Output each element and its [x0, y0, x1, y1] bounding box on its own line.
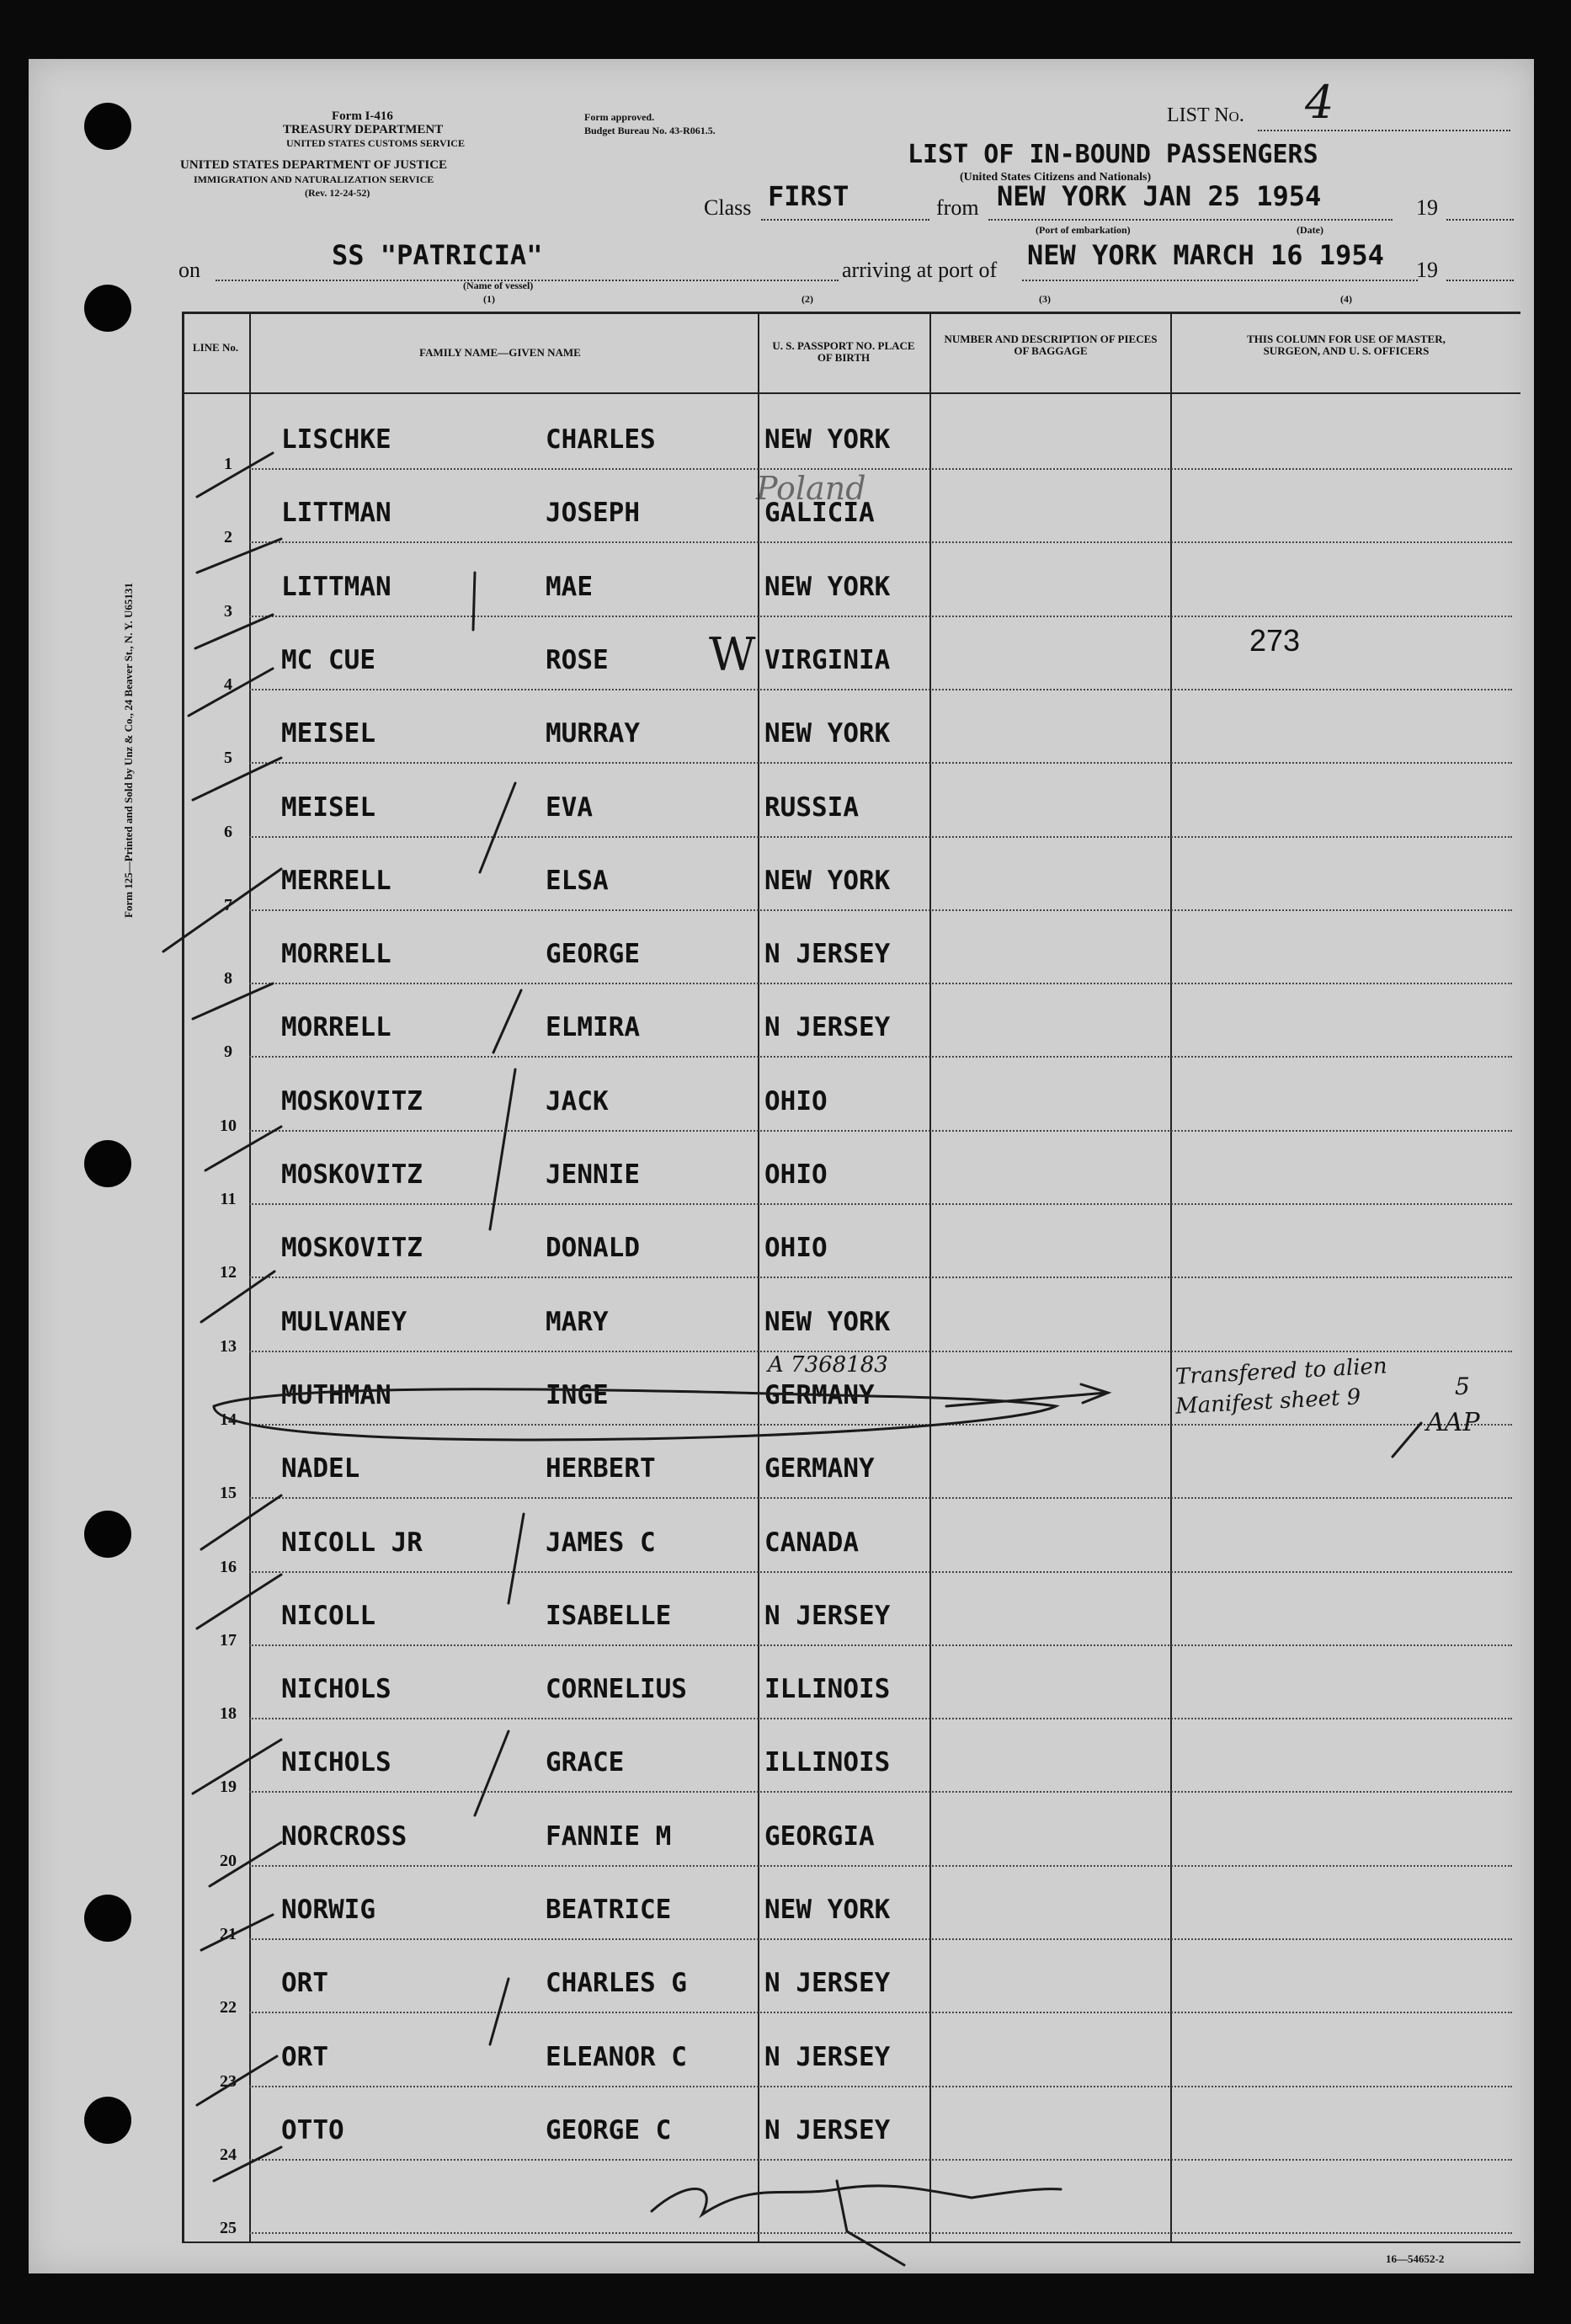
place-of-birth: N JERSEY	[764, 2041, 891, 2072]
officer-number: 273	[1249, 623, 1301, 658]
given-name: GRACE	[546, 1747, 625, 1778]
place-of-birth: GEORGIA	[764, 1820, 875, 1852]
given-name: JOSEPH	[546, 498, 640, 529]
vessel-name: SS "PATRICIA"	[332, 239, 543, 271]
page-title: LIST OF IN-BOUND PASSENGERS	[908, 140, 1318, 169]
check-mark	[193, 1740, 281, 1794]
check-mark	[197, 453, 273, 497]
check-mark	[201, 1495, 281, 1549]
check-mark	[195, 615, 273, 648]
line-number: 24	[220, 2145, 237, 2164]
stroke-mark	[480, 783, 515, 872]
annotation-w-mark: W	[709, 628, 756, 681]
stroke-mark	[493, 990, 521, 1053]
from-label: from	[936, 195, 979, 220]
place-of-birth: OHIO	[764, 1233, 828, 1264]
given-name: MAE	[546, 571, 593, 602]
family-name: NORCROSS	[281, 1820, 407, 1852]
given-name: ROSE	[546, 644, 609, 675]
col-header-officers: THIS COLUMN FOR USE OF MASTER, SURGEON, AND U. S. OFFICERS	[1247, 333, 1446, 357]
given-name: ELSA	[546, 865, 609, 896]
line-number: 8	[224, 969, 232, 989]
family-name: MULVANEY	[281, 1306, 407, 1337]
transferred-note-line1: Transfered to alien	[1174, 1353, 1388, 1390]
line-number: 6	[224, 822, 232, 841]
vessel-label: (Name of vessel)	[463, 280, 534, 291]
family-name: MORRELL	[281, 939, 391, 970]
place-of-birth: ILLINOIS	[764, 1747, 891, 1778]
given-name: JENNIE	[546, 1159, 640, 1190]
line-number: 18	[220, 1704, 237, 1724]
class-label: Class	[704, 195, 752, 220]
family-name: MOSKOVITZ	[281, 1233, 423, 1264]
line-number: 13	[220, 1336, 237, 1356]
place-of-birth: GALICIA	[764, 498, 875, 529]
col-header-baggage: NUMBER AND DESCRIPTION OF PIECES OF BAGGAGE	[944, 333, 1158, 357]
given-name: INGE	[546, 1379, 609, 1410]
line-number: 10	[220, 1116, 237, 1135]
family-name: MUTHMAN	[281, 1379, 391, 1410]
given-name: HERBERT	[546, 1453, 656, 1484]
arriving-label: arriving at port of	[842, 258, 998, 282]
line-number: 20	[220, 1851, 237, 1870]
family-name: NADEL	[281, 1453, 360, 1484]
family-name: MEISEL	[281, 718, 375, 749]
family-name: NICOLL JR	[281, 1527, 423, 1558]
given-name: JACK	[546, 1085, 609, 1117]
family-name: NICOLL	[281, 1600, 375, 1631]
line-number: 9	[224, 1042, 232, 1062]
given-name: GEORGE C	[546, 2114, 672, 2145]
check-mark	[214, 2147, 281, 2181]
line-number: 5	[224, 749, 232, 768]
family-name: LITTMAN	[281, 571, 391, 602]
place-of-birth: NEW YORK	[764, 424, 891, 455]
family-name: MERRELL	[281, 865, 391, 896]
place-of-birth: GERMANY	[764, 1379, 875, 1410]
line-number: 25	[220, 2219, 237, 2238]
place-of-birth: CANADA	[764, 1527, 859, 1558]
place-of-birth: OHIO	[764, 1085, 828, 1117]
place-of-birth: N JERSEY	[764, 939, 891, 970]
place-of-birth: ILLINOIS	[764, 1674, 891, 1705]
stroke-mark	[490, 1979, 509, 2044]
family-name: LISCHKE	[281, 424, 391, 455]
form-number: Form I-416	[332, 109, 393, 123]
date-label: (Date)	[1297, 224, 1323, 236]
line-number: 12	[220, 1263, 237, 1282]
given-name: ISABELLE	[546, 1600, 672, 1631]
side-printer-text: Form 125—Printed and Sold by Unz & Co., 24 Beaver St., N. Y. U65131	[122, 583, 135, 918]
footer-code: 16—54652-2	[1386, 2252, 1445, 2265]
officer-initials: AAP	[1426, 1408, 1480, 1437]
line-number: 14	[220, 1410, 237, 1429]
check-mark	[197, 1575, 281, 1628]
initials-slash	[1393, 1423, 1421, 1457]
place-of-birth: NEW YORK	[764, 865, 891, 896]
line-number: 3	[224, 601, 232, 621]
stroke-mark	[509, 1514, 524, 1603]
from-value: NEW YORK JAN 25 1954	[997, 180, 1322, 212]
form-approved: Form approved.	[584, 111, 655, 123]
place-of-birth: NEW YORK	[764, 718, 891, 749]
family-name: NORWIG	[281, 1895, 375, 1925]
place-of-birth: NEW YORK	[764, 1895, 891, 1925]
col-4-marker: (4)	[1340, 293, 1352, 305]
given-name: GEORGE	[546, 939, 640, 970]
customs-service: UNITED STATES CUSTOMS SERVICE	[286, 137, 465, 149]
place-of-birth: N JERSEY	[764, 1968, 891, 1999]
family-name: MC CUE	[281, 644, 375, 675]
stroke-mark	[475, 1731, 509, 1815]
given-name: DONALD	[546, 1233, 640, 1264]
family-name: ORT	[281, 1968, 328, 1999]
family-name: OTTO	[281, 2114, 344, 2145]
given-name: MARY	[546, 1306, 609, 1337]
on-label: on	[178, 258, 200, 282]
place-of-birth: RUSSIA	[764, 792, 859, 823]
col-header-passport: U. S. PASSPORT NO. PLACE OF BIRTH	[772, 339, 915, 364]
line-number: 22	[220, 1998, 237, 2018]
check-mark	[197, 539, 281, 573]
col-3-marker: (3)	[1039, 293, 1051, 305]
given-name: ELMIRA	[546, 1012, 640, 1043]
passport-number: A 7368183	[768, 1352, 888, 1378]
arriving-value: NEW YORK MARCH 16 1954	[1027, 239, 1384, 271]
family-name: LITTMAN	[281, 498, 391, 529]
place-of-birth: N JERSEY	[764, 2114, 891, 2145]
line-number: 1	[224, 455, 232, 473]
check-mark	[201, 1271, 274, 1322]
check-mark	[201, 1915, 273, 1950]
budget-bureau: Budget Bureau No. 43-R061.5.	[584, 125, 716, 136]
stroke-mark	[490, 1069, 515, 1229]
list-no-value: 4	[1305, 76, 1334, 129]
given-name: CHARLES G	[546, 1968, 687, 1999]
place-of-birth: VIRGINIA	[764, 644, 891, 675]
transferred-note-line2: Manifest sheet 9	[1174, 1384, 1362, 1420]
check-mark	[197, 2056, 277, 2105]
family-name: MEISEL	[281, 792, 375, 823]
ins-label: IMMIGRATION AND NATURALIZATION SERVICE	[194, 173, 434, 185]
line-number: 4	[224, 674, 232, 694]
transferred-sheet-mark: 5	[1455, 1373, 1470, 1400]
handwritten-marks	[29, 59, 1534, 2273]
family-name: NICHOLS	[281, 1747, 391, 1778]
check-mark	[163, 869, 281, 951]
year-suffix-2: 19	[1416, 258, 1438, 282]
stroke-mark	[473, 573, 475, 630]
place-of-birth: GERMANY	[764, 1453, 875, 1484]
check-mark	[210, 1842, 281, 1886]
revision-label: (Rev. 12-24-52)	[305, 187, 370, 199]
given-name: BEATRICE	[546, 1895, 672, 1925]
line-number: 16	[220, 1557, 237, 1576]
list-no-label: LIST No.	[1167, 104, 1244, 126]
line-number: 21	[220, 1925, 237, 1943]
place-of-birth: N JERSEY	[764, 1012, 891, 1043]
given-name: CHARLES	[546, 424, 656, 455]
page-subtitle: (United States Citizens and Nationals)	[960, 171, 1152, 184]
place-of-birth: N JERSEY	[764, 1600, 891, 1631]
check-mark	[193, 758, 281, 800]
line-number: 17	[220, 1630, 237, 1650]
place-of-birth: NEW YORK	[764, 571, 891, 602]
family-name: MORRELL	[281, 1012, 391, 1043]
port-embark-label: (Port of embarkation)	[1036, 224, 1131, 236]
check-mark	[189, 669, 273, 716]
strike-loop	[214, 1389, 1056, 1440]
given-name: FANNIE M	[546, 1820, 672, 1852]
line-number: 11	[220, 1190, 237, 1208]
given-name: JAMES C	[546, 1527, 656, 1558]
given-name: EVA	[546, 792, 593, 823]
place-of-birth: OHIO	[764, 1159, 828, 1190]
given-name: ELEANOR C	[546, 2041, 687, 2072]
family-name: MOSKOVITZ	[281, 1085, 423, 1117]
col-header-line-no: LINE No.	[192, 341, 239, 354]
line-number: 23	[220, 2071, 237, 2091]
family-name: NICHOLS	[281, 1674, 391, 1705]
line-number: 7	[224, 895, 232, 914]
check-mark	[193, 983, 273, 1019]
family-name: MOSKOVITZ	[281, 1159, 423, 1190]
place-of-birth: NEW YORK	[764, 1306, 891, 1337]
line-number: 15	[220, 1484, 237, 1503]
col-2-marker: (2)	[801, 293, 813, 305]
class-value: FIRST	[768, 180, 849, 212]
col-1-marker: (1)	[483, 293, 495, 305]
line-number: 2	[224, 528, 232, 547]
col-header-name: FAMILY NAME—GIVEN NAME	[419, 346, 581, 359]
line-number: 19	[220, 1778, 237, 1797]
check-mark	[205, 1127, 281, 1170]
annotation-poland: Poland	[756, 470, 866, 507]
given-name: CORNELIUS	[546, 1674, 687, 1705]
doj-label: UNITED STATES DEPARTMENT OF JUSTICE	[180, 158, 448, 172]
year-suffix-1: 19	[1416, 195, 1438, 220]
given-name: MURRAY	[546, 718, 640, 749]
family-name: ORT	[281, 2041, 328, 2072]
manifest-page	[29, 59, 1534, 2273]
treasury-dept: TREASURY DEPARTMENT	[283, 123, 444, 136]
